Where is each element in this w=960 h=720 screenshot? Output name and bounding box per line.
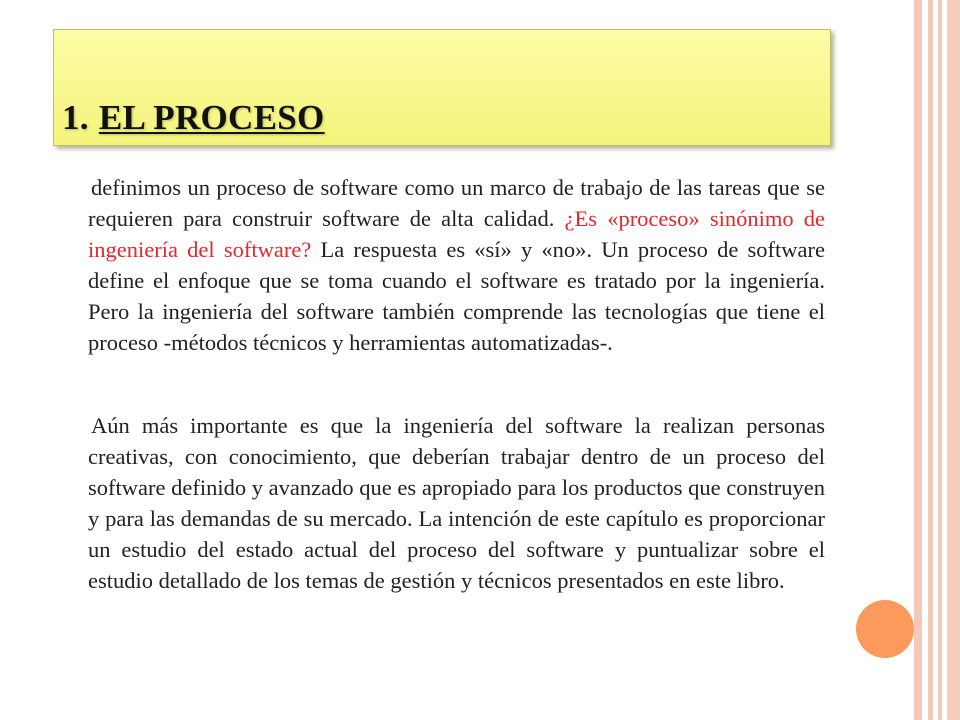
paragraph-1-intro: definimos un proceso de software como un marco de trabajo de las tareas que se requieren para construir software de alta calidad.: [88, 175, 825, 231]
title-text: EL PROCESO: [98, 98, 325, 137]
page-title: [62, 98, 325, 138]
title-number: 1.: [62, 98, 89, 137]
stripe: [947, 0, 960, 720]
stripe: [928, 0, 933, 720]
paragraph-1-rest: La respuesta es «sí» y «no». Un proceso de software define el enfoque que se toma cuando el software es tratado por la ingeniería. Pero la ingeniería del software también comprende las tecnologías que tiene el proceso -métodos técnicos y herramientas automatizadas-.: [88, 237, 825, 355]
paragraph-2: Aún más importante es que la ingeniería del software la realizan personas creativas, con conocimiento, que deberían trabajar dentro de un proceso del software definido y avanzado que es apropiado para los productos que construyen y para las demandas de su mercado. La intención de este capítulo es proporcionar un estudio del estado actual del proceso del software y puntualizar sobre el estudio detallado de los temas de gestión y técnicos presentados en este libro.: [88, 413, 825, 593]
orange-circle-decoration: [856, 600, 914, 658]
paragraph-1: [88, 172, 825, 358]
decorative-stripes: [914, 0, 960, 720]
stripe: [938, 0, 942, 720]
highlighted-question: ¿Es «proceso» sinónimo de ingeniería del software?: [88, 206, 825, 262]
stripe: [914, 0, 922, 720]
